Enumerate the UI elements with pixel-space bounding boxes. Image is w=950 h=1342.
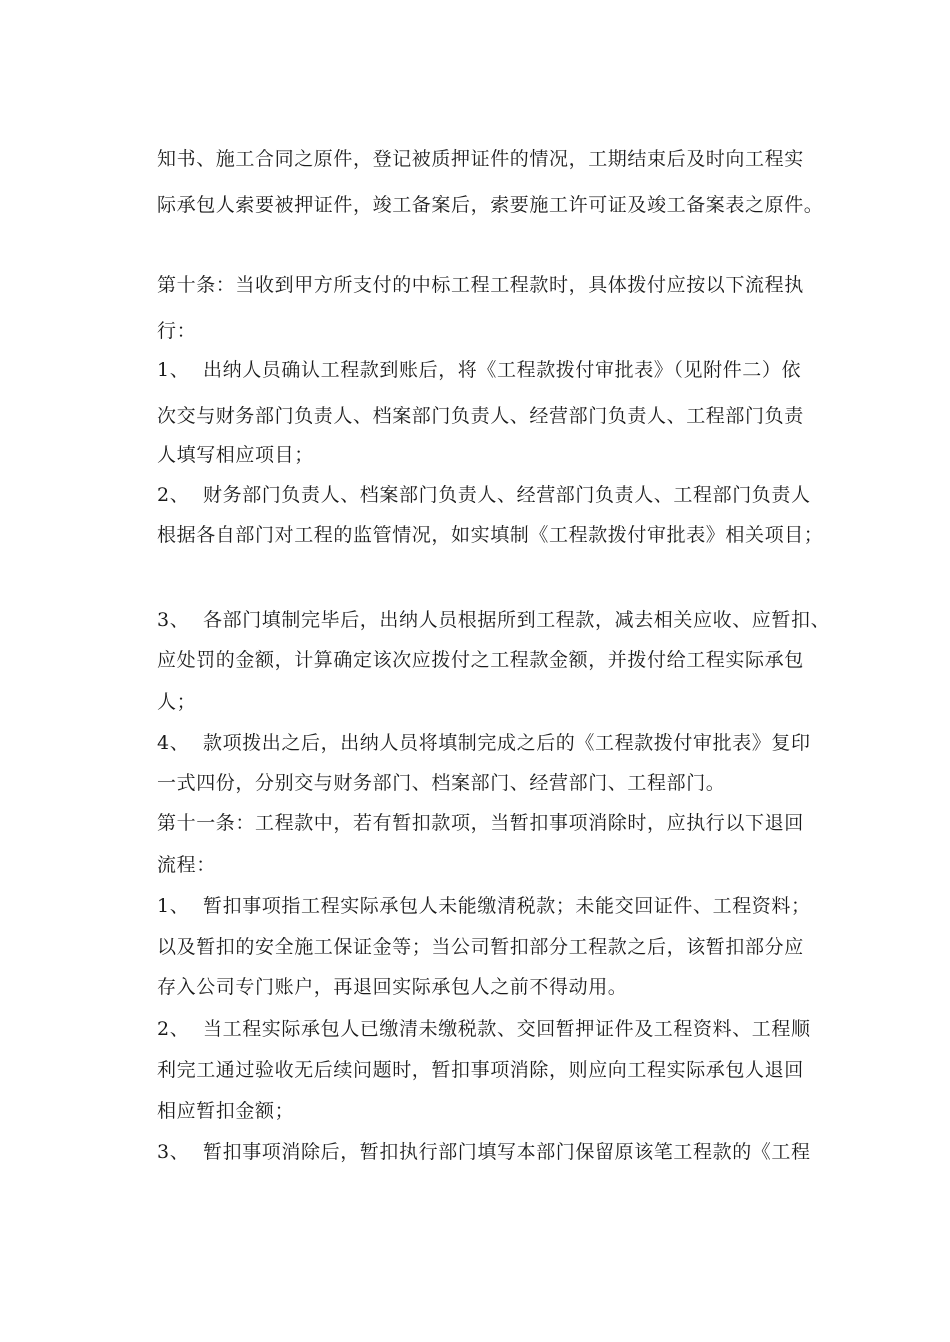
- list-item-text: 暂扣事项消除后，暂扣执行部门填写本部门保留原该笔工程款的《工程: [203, 1141, 811, 1163]
- paragraph-line: 人；: [157, 691, 197, 713]
- paragraph-line: 以及暂扣的安全施工保证金等；当公司暂扣部分工程款之后，该暂扣部分应: [157, 936, 804, 958]
- list-item-text: 暂扣事项指工程实际承包人未能缴清税款；未能交回证件、工程资料；: [203, 895, 811, 917]
- list-item-number: 1、: [157, 895, 190, 917]
- list-item-text: 款项拨出之后，出纳人员将填制完成之后的《工程款拨付审批表》复印: [203, 732, 811, 754]
- list-item-text: 出纳人员确认工程款到账后，将《工程款拨付审批表》（见附件二）依: [203, 359, 802, 381]
- list-item: [157, 608, 830, 632]
- list-item-text: 各部门填制完毕后，出纳人员根据所到工程款，减去相关应收、应暂扣、: [203, 609, 831, 631]
- paragraph-line: 流程：: [157, 854, 216, 876]
- list-item-number: 1、: [157, 359, 190, 381]
- list-item-number: 2、: [157, 1018, 190, 1040]
- paragraph-line: 根据各自部门对工程的监管情况，如实填制《工程款拨付审批表》相关项目；: [157, 524, 824, 546]
- paragraph-line: 相应暂扣金额；: [157, 1100, 295, 1122]
- list-item-number: 2、: [157, 484, 190, 506]
- list-item: [157, 894, 811, 918]
- list-item: [157, 483, 811, 507]
- list-item-number: 4、: [157, 732, 190, 754]
- list-item-text: 当工程实际承包人已缴清未缴税款、交回暂押证件及工程资料、工程顺: [203, 1018, 811, 1040]
- paragraph-line: 知书、施工合同之原件，登记被质押证件的情况，工期结束后及时向工程实: [157, 148, 804, 170]
- list-item: [157, 731, 811, 755]
- list-item: [157, 1140, 811, 1164]
- article-eleven-heading: 第十一条：工程款中，若有暂扣款项，当暂扣事项消除时，应执行以下退回: [157, 812, 804, 834]
- article-ten-heading: 第十条：当收到甲方所支付的中标工程工程款时，具体拨付应按以下流程执: [157, 274, 804, 296]
- paragraph-line: 人填写相应项目；: [157, 444, 314, 466]
- paragraph-line: 行：: [157, 320, 197, 342]
- paragraph-line: 一式四份，分别交与财务部门、档案部门、经营部门、工程部门。: [157, 772, 726, 794]
- paragraph-line: 利完工通过验收无后续问题时，暂扣事项消除，则应向工程实际承包人退回: [157, 1059, 804, 1081]
- list-item-number: 3、: [157, 609, 190, 631]
- paragraph-line: 存入公司专门账户，再退回实际承包人之前不得动用。: [157, 976, 628, 998]
- list-item: [157, 358, 801, 382]
- paragraph-line: 际承包人索要被押证件，竣工备案后，索要施工许可证及竣工备案表之原件。: [157, 194, 824, 216]
- paragraph-line: 次交与财务部门负责人、档案部门负责人、经营部门负责人、工程部门负责: [157, 405, 804, 427]
- list-item: [157, 1017, 811, 1041]
- list-item-text: 财务部门负责人、档案部门负责人、经营部门负责人、工程部门负责人: [203, 484, 811, 506]
- paragraph-line: 应处罚的金额，计算确定该次应拨付之工程款金额，并拨付给工程实际承包: [157, 649, 804, 671]
- list-item-number: 3、: [157, 1141, 190, 1163]
